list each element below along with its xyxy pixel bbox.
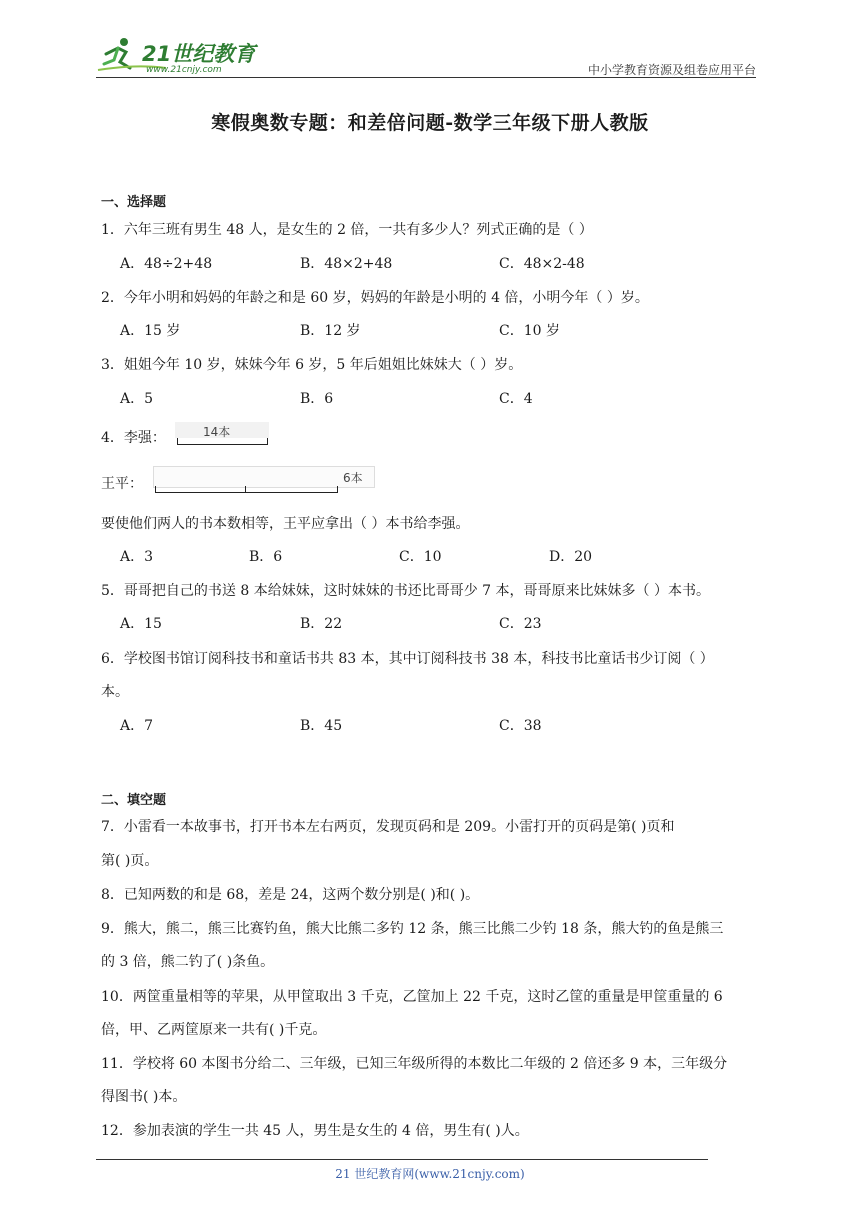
question-6-option-c: C．38: [499, 718, 542, 734]
question-4-option-b: B．6: [249, 549, 283, 565]
question-3-option-b: B．6: [300, 391, 334, 407]
question-5-option-a: A．15: [120, 616, 162, 632]
question-4-option-c: C．10: [399, 549, 442, 565]
header-platform-text: 中小学教育资源及组卷应用平台: [587, 63, 756, 77]
footer-text: 21 世纪教育网(www.21cnjy.com): [335, 1167, 525, 1181]
question-4-label-wangping: 王平：: [101, 476, 143, 492]
question-4-text: 要使他们两人的书本数相等，王平应拿出（ ）本书给李强。: [101, 516, 470, 532]
question-10-text-cont: 倍，甲、乙两筐原来一共有( )千克。: [101, 1022, 327, 1038]
liqiang-diagram-label: 14本: [203, 425, 231, 439]
question-4-option-d: D．20: [549, 549, 593, 565]
question-2-option-b: B．12 岁: [300, 323, 361, 339]
question-2-option-a: A．15 岁: [120, 323, 181, 339]
question-1-option-c: C．48×2-48: [499, 256, 585, 272]
header-divider: [96, 77, 756, 78]
question-11-text: 11．学校将 60 本图书分给二、三年级，已知三年级所得的本数比二年级的 2 倍还多 9 本，三年级分: [101, 1056, 728, 1072]
question-11-text-cont: 得图书( )本。: [101, 1089, 187, 1105]
question-5-option-b: B．22: [300, 616, 343, 632]
question-3-option-a: A．5: [120, 391, 154, 407]
question-2-text: 2．今年小明和妈妈的年龄之和是 60 岁，妈妈的年龄是小明的 4 倍，小明今年（ ）岁。: [101, 290, 649, 306]
page-title: 寒假奥数专题：和差倍问题-数学三年级下册人教版: [211, 112, 649, 134]
question-6-option-b: B．45: [300, 718, 343, 734]
question-1-text: 1．六年三班有男生 48 人，是女生的 2 倍，一共有多少人？列式正确的是（ ）: [101, 222, 593, 238]
section-heading-fill: 二、填空题: [101, 793, 167, 808]
question-6-text: 6．学校图书馆订阅科技书和童话书共 83 本，其中订阅科技书 38 本，科技书比童话书少订阅（ ）: [101, 651, 714, 667]
question-1-option-a: A．48÷2+48: [120, 256, 213, 272]
question-5-option-c: C．23: [499, 616, 542, 632]
logo-url-text: www.21cnjy.com: [146, 65, 222, 75]
question-3-text: 3．姐姐今年 10 岁，妹妹今年 6 岁，5 年后姐姐比妹妹大（ ）岁。: [101, 357, 523, 373]
section-heading-choice: 一、选择题: [101, 195, 167, 210]
question-3-option-c: C．4: [499, 391, 533, 407]
site-logo: [96, 34, 266, 78]
question-6-option-a: A．7: [120, 718, 154, 734]
question-7-text: 7．小雷看一本故事书，打开书本左右两页，发现页码和是 209。小雷打开的页码是第( )页和: [101, 819, 675, 835]
question-10-text: 10．两筐重量相等的苹果，从甲筐取出 3 千克，乙筐加上 22 千克，这时乙筐的重量是甲筐重量的 6: [101, 989, 723, 1005]
wangping-diagram-label: 6本: [343, 471, 363, 485]
wangping-segment-diagram: [153, 466, 375, 496]
question-12-text: 12．参加表演的学生一共 45 人，男生是女生的 4 倍，男生有( )人。: [101, 1123, 529, 1139]
question-4-option-a: A．3: [120, 549, 154, 565]
question-1-option-b: B．48×2+48: [300, 256, 393, 272]
footer-divider: [96, 1159, 708, 1160]
question-5-text: 5．哥哥把自己的书送 8 本给妹妹，这时妹妹的书还比哥哥少 7 本，哥哥原来比妹妹多（ ）本书。: [101, 583, 710, 599]
logo-main-text: 21世纪教育: [142, 42, 256, 66]
question-9-text-cont: 的 3 倍，熊二钓了( )条鱼。: [101, 954, 275, 970]
question-4-label-liqiang: 4．李强：: [101, 430, 166, 446]
question-8-text: 8．已知两数的和是 68，差是 24，这两个数分别是( )和( )。: [101, 887, 480, 903]
question-6-text-cont: 本。: [101, 684, 129, 700]
question-7-text-cont: 第( )页。: [101, 853, 159, 869]
question-2-option-c: C．10 岁: [499, 323, 560, 339]
liqiang-segment-diagram: [175, 422, 271, 450]
question-9-text: 9．熊大，熊二，熊三比赛钓鱼，熊大比熊二多钓 12 条，熊三比熊二少钓 18 条，熊大钓的鱼是熊三: [101, 921, 724, 937]
